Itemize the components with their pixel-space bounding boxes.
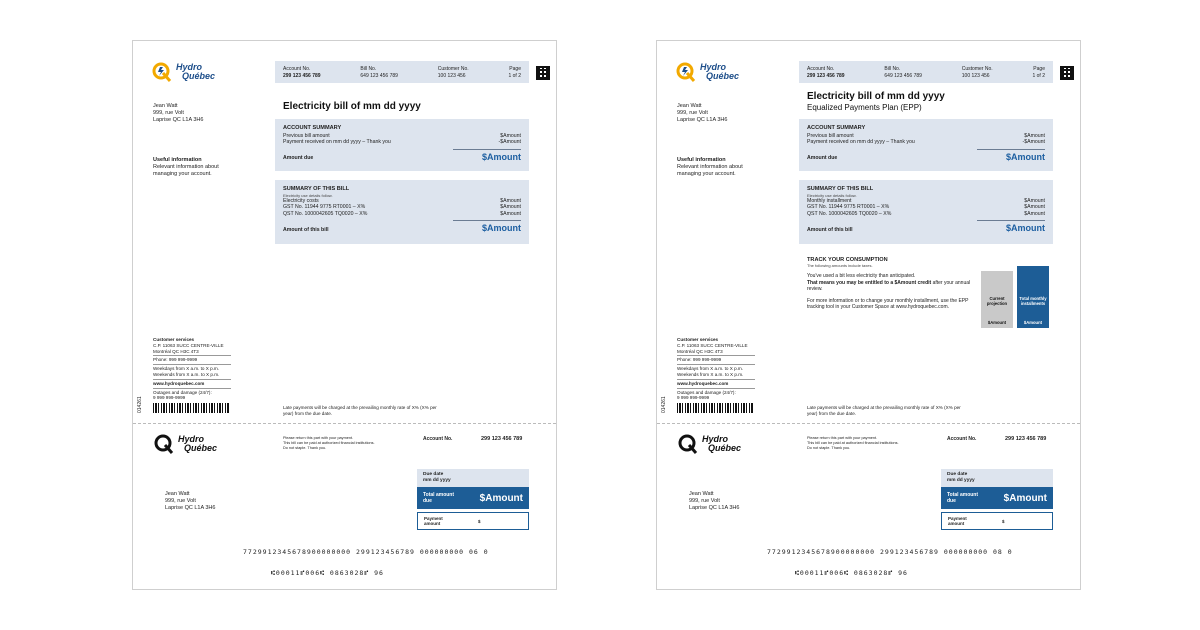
account-header-bar: Account No. 299 123 456 789 Bill No. 649 123 456 789 Customer No. 100 123 456 Page 1 of 2 xyxy=(799,61,1053,83)
consumption-bar-chart xyxy=(981,266,1049,328)
bill-title-block xyxy=(807,91,945,112)
useful-information: Useful information Relevant information about managing your account. xyxy=(677,157,743,177)
bill-page-epp xyxy=(656,40,1081,590)
stub-account-value: 299 123 456 789 xyxy=(1005,436,1047,442)
tear-line xyxy=(133,423,556,424)
logo-q-icon xyxy=(153,433,175,455)
useful-information: Useful information Relevant information about managing your account. xyxy=(153,157,219,177)
amount-of-bill: $Amount xyxy=(482,223,521,234)
tear-line xyxy=(657,423,1080,424)
payment-amount-field[interactable]: Payment amount $ xyxy=(941,512,1053,530)
micr-line-2: ⑆00011⑈006⑆ 0863028⑈ 96 xyxy=(795,569,908,577)
bar-current-projection: Current projection $Amount xyxy=(981,271,1013,328)
account-summary: ACCOUNT SUMMARY Previous bill amount $Amount Payment received on mm dd yyyy – Thank you -$Amount Amount due $Amount xyxy=(275,119,529,171)
customer-services: Customer services C.P. 11063 SUCC CENTRE-VILLE Montréal QC H3C 4T3 Phone: 999 999-9999 Weekdays from X a.m. to X p.m. Weekends from X a.m. to X p.m. www.hydroquebec.com Outages and damage (24/7): 9 999 999-9999 xyxy=(677,337,787,401)
barcode-icon xyxy=(677,403,753,413)
micr-line-1: 7729912345678900000000 299123456789 000000000 06 0 xyxy=(243,548,489,556)
stub-payment-box xyxy=(417,469,529,530)
total-amount-due: Total amount due $Amount xyxy=(941,487,1053,509)
customer-address: Jean Watt 999, rue Volt Laprise QC L1A 3H6 xyxy=(153,103,204,123)
due-date: Due date mm dd yyyy xyxy=(417,469,529,487)
customer-services: Customer services C.P. 11063 SUCC CENTRE-VILLE Montréal QC H3C 4T3 Phone: 999 999-9999 Weekdays from X a.m. to X p.m. Weekends from X a.m. to X p.m. www.hydroquebec.com Outages and damage (24/7): 9 999 999-9999 xyxy=(153,337,263,401)
bill-title: Electricity bill of mm dd yyyy xyxy=(807,91,945,102)
barcode-icon xyxy=(153,403,229,413)
total-amount-due: Total amount due $Amount xyxy=(417,487,529,509)
hydro-quebec-logo-stub: Hydro Québec xyxy=(677,433,741,455)
logo-q-icon xyxy=(675,61,697,83)
stub-account-value: 299 123 456 789 xyxy=(481,436,523,442)
amount-due: $Amount xyxy=(1006,151,1045,162)
stub-account-label: Account No. xyxy=(947,436,977,442)
hydro-quebec-logo-stub: Hydro Québec xyxy=(153,433,217,455)
bill-page-regular xyxy=(132,40,557,590)
stub-address: Jean Watt 999, rue Volt Laprise QC L1A 3H6 xyxy=(689,491,740,511)
stub-instructions: Please return this part with your payment. This bill can be paid at authorized financial institutions. Do not staple. Thank you. xyxy=(807,436,899,450)
logo-q-icon xyxy=(151,61,173,83)
stub-instructions: Please return this part with your payment. This bill can be paid at authorized financial institutions. Do not staple. Thank you. xyxy=(283,436,375,450)
micr-line-2: ⑆00011⑈006⑆ 0863028⑈ 96 xyxy=(271,569,384,577)
stub-address: Jean Watt 999, rue Volt Laprise QC L1A 3H6 xyxy=(165,491,216,511)
bill-title: Electricity bill of mm dd yyyy xyxy=(283,101,421,112)
qr-code-icon xyxy=(536,66,550,80)
vertical-code: 014261 xyxy=(137,396,143,413)
hydro-quebec-logo: Hydro Québec xyxy=(151,61,215,83)
bill-summary: SUMMARY OF THIS BILL Electricity use details follow. Monthly installment $Amount GST No. 11944 9775 RT0001 – X% $Amount QST No. 1000042605 TQ0020 – X% $Amount Amount of this bill $Amount xyxy=(799,180,1053,244)
bill-summary: SUMMARY OF THIS BILL Electricity use details follow. Electricity costs $Amount GST No. 11944 9775 RT0001 – X% $Amount QST No. 1000042605 TQ0020 – X% $Amount Amount of this bill $Amount xyxy=(275,180,529,244)
late-payment-note: Late payments will be charged at the prevailing monthly rate of X% (X% per year) from the due date. xyxy=(807,405,961,416)
account-header-bar: Account No. 299 123 456 789 Bill No. 649 123 456 789 Customer No. 100 123 456 Page 1 of 2 xyxy=(275,61,529,83)
late-payment-note: Late payments will be charged at the prevailing monthly rate of X% (X% per year) from the due date. xyxy=(283,405,437,416)
hydro-quebec-logo: Hydro Québec xyxy=(675,61,739,83)
stub-payment-box xyxy=(941,469,1053,530)
bar-total-installments: Total monthly installments $Amount xyxy=(1017,266,1049,328)
track-consumption: TRACK YOUR CONSUMPTION The following amounts include taxes. xyxy=(807,257,888,268)
amount-due: $Amount xyxy=(482,151,521,162)
amount-of-bill: $Amount xyxy=(1006,223,1045,234)
payment-amount-field[interactable]: Payment amount $ xyxy=(417,512,529,530)
stub-account-label: Account No. xyxy=(423,436,453,442)
bill-subtitle: Equalized Payments Plan (EPP) xyxy=(807,103,922,112)
account-summary: ACCOUNT SUMMARY Previous bill amount $Amount Payment received on mm dd yyyy – Thank you -$Amount Amount due $Amount xyxy=(799,119,1053,171)
logo-q-icon xyxy=(677,433,699,455)
qr-code-icon xyxy=(1060,66,1074,80)
due-date: Due date mm dd yyyy xyxy=(941,469,1053,487)
consumption-text: You've used a bit less electricity than anticipated. That means you may be entitled to a $Amount credit after your annual review. For more information or to change your monthly installment, use the EPP tracking tool in your Customer Space at www.hydroquebec.com. xyxy=(807,273,971,310)
vertical-code: 014261 xyxy=(661,396,667,413)
micr-line-1: 7729912345678900000000 299123456789 000000000 08 0 xyxy=(767,548,1013,556)
customer-address: Jean Watt 999, rue Volt Laprise QC L1A 3H6 xyxy=(677,103,728,123)
